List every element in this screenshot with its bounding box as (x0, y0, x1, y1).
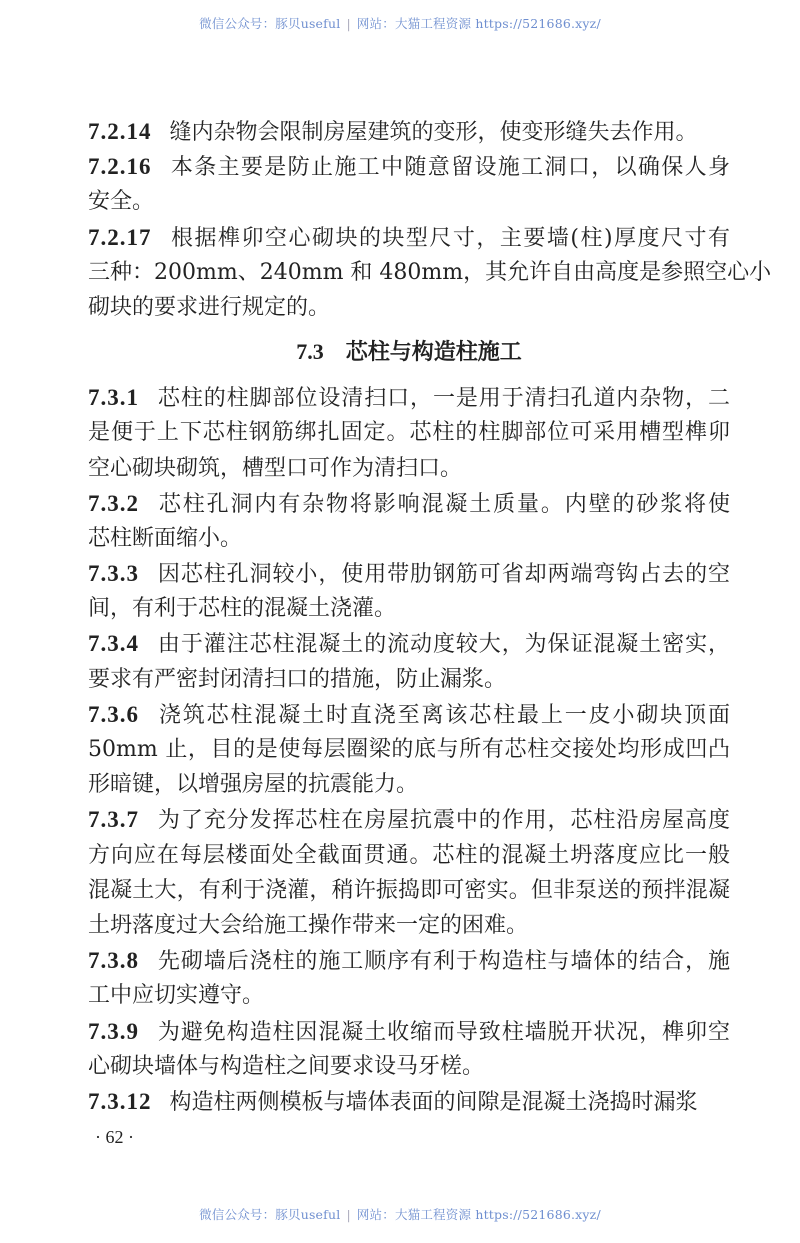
paragraph-line (88, 873, 730, 908)
line-text: 混凝土大，有利于浇灌，稍许振捣即可密实。但非泵送的预拌混凝 (88, 877, 730, 903)
clause-paragraph (88, 149, 730, 219)
clause-number: 7.2.17 (88, 224, 152, 250)
paragraph-line (88, 662, 730, 697)
paragraph-line (88, 415, 730, 450)
paragraph-line (88, 767, 730, 802)
clause-paragraph (88, 380, 730, 486)
clause-paragraph (88, 802, 730, 943)
clause-number: 7.3.9 (88, 1018, 139, 1044)
line-text: 由于灌注芯柱混凝土的流动度较大，为保证混凝土密实， (157, 632, 730, 658)
paragraph-line (88, 184, 730, 219)
paragraph-line (88, 220, 730, 255)
clause-paragraph (88, 1014, 730, 1084)
paragraph-line (88, 978, 730, 1013)
clause-paragraph (88, 943, 730, 1013)
watermark-top (0, 14, 800, 32)
line-text: 50mm 止，目的是使每层圈梁的底与所有芯柱交接处均形成凹凸 (88, 737, 730, 762)
paragraph-line (88, 802, 730, 837)
line-text: 构造柱两侧模板与墙体表面的间隙是混凝土浇捣时漏浆 (169, 1089, 698, 1115)
paragraph-line (88, 451, 730, 486)
line-text: 方向应在每层楼面处全截面贯通。芯柱的混凝土坍落度应比一般 (88, 842, 730, 868)
clause-number: 7.3.6 (88, 701, 139, 727)
paragraph-line (88, 521, 730, 556)
watermark-website: 网站：大猫工程资源 https://521686.xyz/ (356, 16, 601, 31)
line-text: 土坍落度过大会给施工操作带来一定的困难。 (88, 912, 529, 938)
paragraph-line (88, 486, 730, 521)
line-text: 工中应切实遵守。 (88, 983, 265, 1009)
line-text: 心砌块墙体与构造柱之间要求设马牙槎。 (88, 1053, 485, 1079)
clause-paragraph (88, 220, 772, 326)
clause-number: 7.3.4 (88, 631, 139, 657)
clause-number: 7.3.8 (88, 948, 139, 974)
line-text: 要求有严密封闭清扫口的措施，防止漏浆。 (88, 666, 507, 692)
paragraph-line (88, 556, 730, 591)
clause-paragraph (88, 697, 730, 803)
paragraph-line (88, 290, 730, 325)
paragraph-line (88, 943, 730, 978)
line-text: 三种：200mm、240mm 和 480mm，其允许自由高度是参照空心小 (88, 259, 772, 285)
watermark-wechat: 微信公众号：豚贝useful (199, 16, 341, 31)
clause-number: 7.2.14 (88, 119, 152, 144)
paragraph-line (88, 908, 730, 943)
line-text: 先砌墙后浇柱的施工顺序有利于构造柱与墙体的结合，施 (157, 949, 730, 975)
line-text: 芯柱孔洞内有杂物将影响混凝土质量。内壁的砂浆将使 (157, 491, 730, 517)
section-title: 芯柱与构造柱施工 (345, 339, 522, 366)
section-heading (88, 329, 730, 375)
paragraph-line (88, 697, 730, 732)
line-text: 浇筑芯柱混凝土时直浇至离该芯柱最上一皮小砌块顶面 (157, 702, 730, 728)
clause-paragraph (88, 1084, 730, 1119)
clause-paragraph (88, 486, 730, 556)
paragraph-line (88, 591, 730, 626)
clause-number: 7.2.16 (88, 154, 152, 180)
line-text: 本条主要是防止施工中随意留设施工洞口，以确保人身 (169, 155, 730, 181)
watermark-separator: | (346, 1207, 351, 1222)
watermark-wechat: 微信公众号：豚贝useful (199, 1207, 341, 1222)
paragraph-line (88, 1049, 730, 1084)
paragraph-line (88, 1084, 730, 1119)
paragraph-line (88, 114, 730, 149)
clause-number: 7.3.7 (88, 807, 139, 833)
clause-number: 7.3.2 (88, 490, 139, 516)
line-text: 为了充分发挥芯柱在房屋抗震中的作用，芯柱沿房屋高度 (157, 808, 730, 834)
paragraph-line (88, 626, 730, 661)
line-text: 形暗键，以增强房屋的抗震能力。 (88, 772, 419, 798)
line-text: 为避免构造柱因混凝土收缩而导致柱墙脱开状况，榫卯空 (157, 1019, 730, 1045)
watermark-bottom (0, 1205, 800, 1223)
line-text: 砌块的要求进行规定的。 (88, 294, 331, 320)
line-text: 因芯柱孔洞较小，使用带肋钢筋可省却两端弯钩占去的空 (157, 562, 730, 588)
paragraph-line (88, 380, 730, 415)
line-text: 安全。 (88, 189, 155, 215)
watermark-website: 网站：大猫工程资源 https://521686.xyz/ (356, 1207, 601, 1222)
clause-paragraph (88, 114, 730, 149)
line-text: 根据榫卯空心砌块的块型尺寸，主要墙(柱)厚度尺寸有 (169, 225, 730, 251)
clause-paragraph (88, 556, 730, 626)
clause-number: 7.3.3 (88, 561, 139, 587)
clause-number: 7.3.1 (88, 385, 139, 411)
page-number: · 62 · (95, 1127, 134, 1147)
paragraph-line (88, 732, 730, 767)
line-text: 芯柱断面缩小。 (88, 525, 243, 551)
paragraph-line (88, 1014, 730, 1049)
line-text: 芯柱的柱脚部位设清扫口，一是用于清扫孔道内杂物，二 (157, 386, 730, 412)
paragraph-line (88, 149, 730, 184)
section-number: 7.3 (296, 339, 324, 365)
line-text: 空心砌块砌筑，槽型口可作为清扫口。 (88, 455, 463, 481)
clause-number: 7.3.12 (88, 1088, 152, 1114)
watermark-separator: | (346, 16, 351, 31)
paragraph-line (88, 838, 730, 873)
line-text: 是便于上下芯柱钢筋绑扎固定。芯柱的柱脚部位可采用槽型榫卯 (88, 420, 730, 446)
document-body (88, 114, 772, 1119)
line-text: 间，有利于芯柱的混凝土浇灌。 (88, 596, 397, 622)
line-text: 缝内杂物会限制房屋建筑的变形，使变形缝失去作用。 (169, 120, 698, 145)
paragraph-line (88, 255, 772, 290)
clause-paragraph (88, 626, 730, 696)
